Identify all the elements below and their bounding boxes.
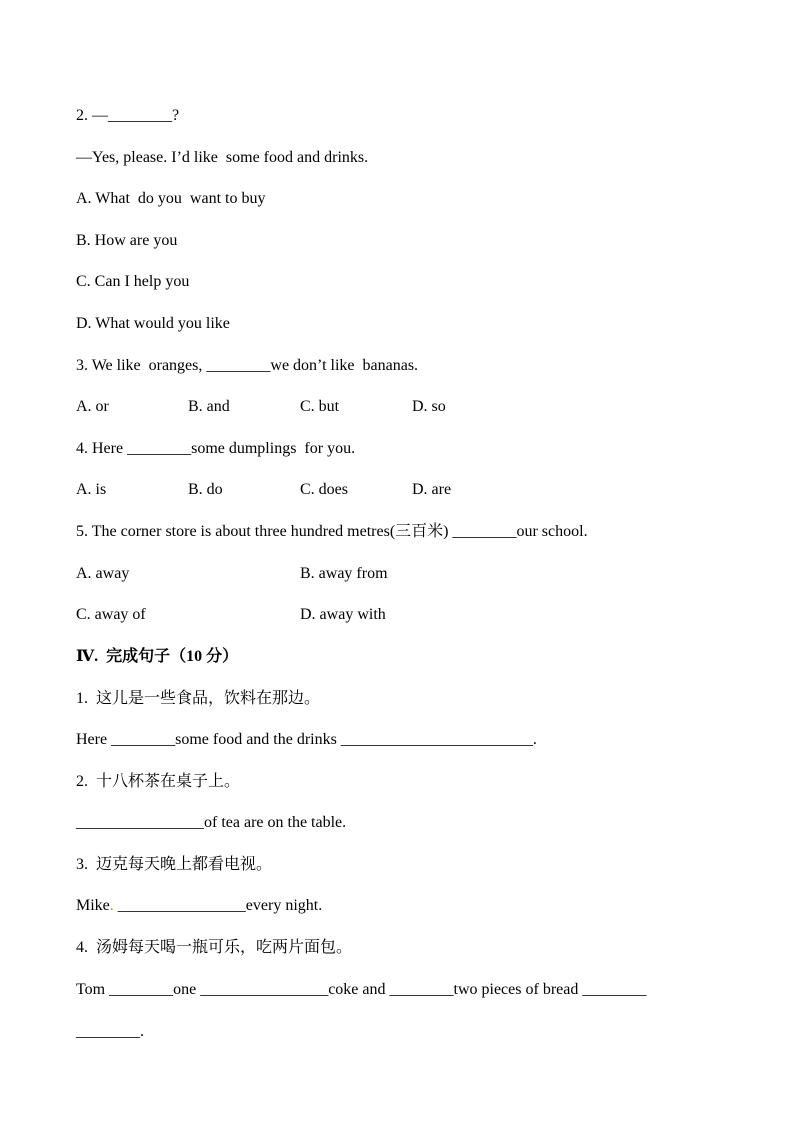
question-3-option-c: C. but xyxy=(300,398,340,415)
question-4-option-d: D. are xyxy=(412,481,452,498)
section-4-item-4-chinese: 4. 汤姆每天喝一瓶可乐，吃两片面包。 xyxy=(76,939,353,956)
question-5-option-d: D. away with xyxy=(300,606,386,623)
section-4-item-3-rest: ________________every night. xyxy=(113,897,323,914)
question-2-option-c: C. Can I help you xyxy=(76,273,190,290)
question-2-stem: 2. —________? xyxy=(76,107,180,124)
section-4-item-2-english: ________________of tea are on the table. xyxy=(76,814,347,831)
section-4-item-3-dot: . xyxy=(109,897,114,914)
question-4-stem: 4. Here ________some dumplings for you. xyxy=(76,440,356,457)
question-2-option-a: A. What do you want to buy xyxy=(76,190,266,207)
question-3-option-b: B. and xyxy=(188,398,230,415)
question-3-option-d: D. so xyxy=(412,398,446,415)
section-4-item-4-english: Tom ________one ________________coke and ________two pieces of bread ________ xyxy=(76,981,647,998)
section-4-item-1-english: Here ________some food and the drinks ________________________. xyxy=(76,731,537,748)
section-4-item-2-chinese: 2. 十八杯茶在桌子上。 xyxy=(76,773,241,790)
section-4-heading: Ⅳ. 完成句子（10 分） xyxy=(76,648,239,665)
question-4-option-c: C. does xyxy=(300,481,348,498)
section-4-item-3-english xyxy=(76,896,322,916)
section-4-item-4-english-cont: ________. xyxy=(76,1023,144,1040)
question-5-option-a: A. away xyxy=(76,565,130,582)
question-2-answer: —Yes, please. I’d like some food and drinks. xyxy=(76,149,369,166)
question-3-stem: 3. We like oranges, ________we don’t like bananas. xyxy=(76,357,419,374)
question-4-option-b: B. do xyxy=(188,481,223,498)
section-4-item-1-chinese: 1. 这儿是一些食品，饮料在那边。 xyxy=(76,690,321,707)
section-4-item-3-chinese: 3. 迈克每天晚上都看电视。 xyxy=(76,856,273,873)
question-5-option-b: B. away from xyxy=(300,565,388,582)
question-3-option-a: A. or xyxy=(76,398,109,415)
question-4-option-a: A. is xyxy=(76,481,107,498)
section-4-item-3-name: Mike xyxy=(76,897,110,914)
question-5-stem: 5. The corner store is about three hundred metres(三百米) ________our school. xyxy=(76,523,588,540)
question-5-option-c: C. away of xyxy=(76,606,146,623)
question-2-option-b: B. How are you xyxy=(76,232,178,249)
question-2-option-d: D. What would you like xyxy=(76,315,230,332)
